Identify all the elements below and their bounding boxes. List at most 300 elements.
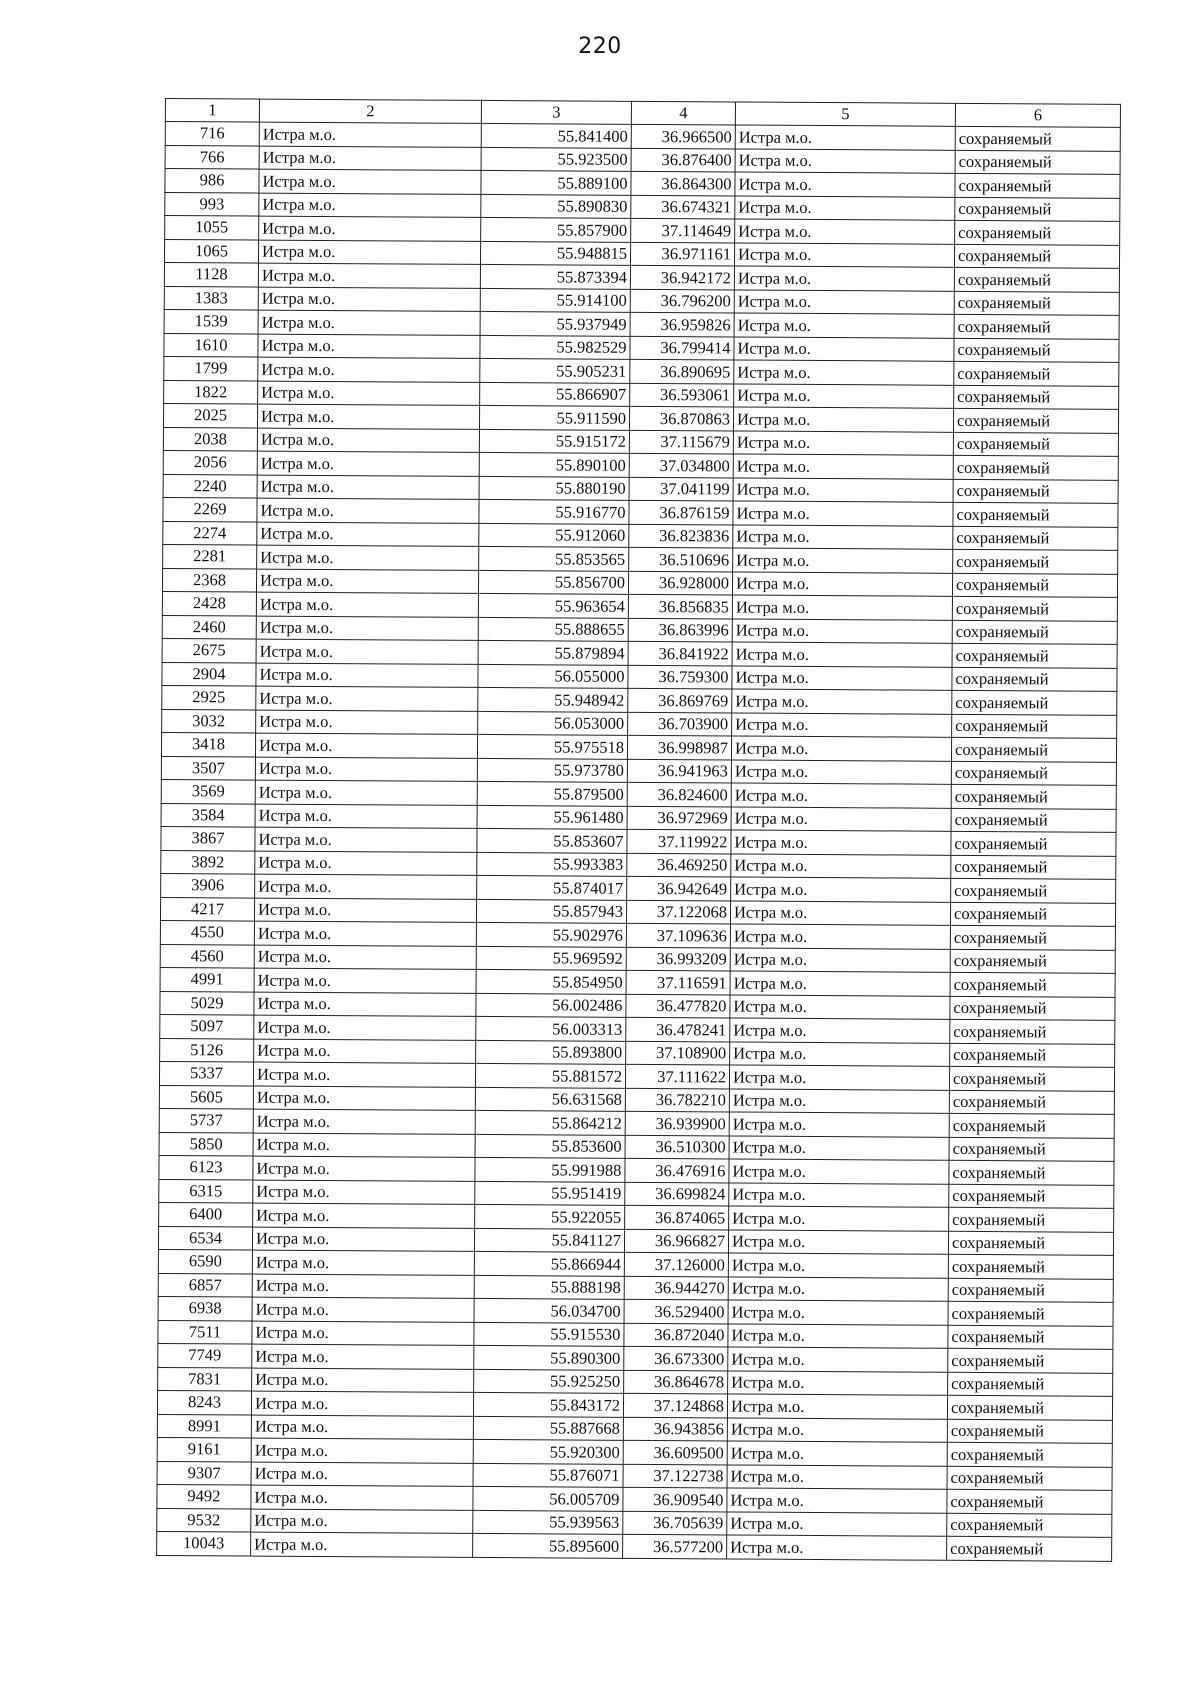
latitude-cell: 55.853600 — [475, 1134, 625, 1158]
latitude-cell: 55.937949 — [480, 311, 630, 335]
district-cell: Истра м.о. — [258, 263, 480, 288]
district-2-cell: Истра м.о. — [734, 383, 954, 408]
longitude-cell: 36.510300 — [625, 1135, 729, 1159]
status-cell: сохраняемый — [953, 526, 1118, 551]
district-2-cell: Истра м.о. — [730, 947, 950, 972]
longitude-cell: 37.119922 — [627, 829, 731, 853]
longitude-cell: 36.966500 — [631, 124, 735, 148]
longitude-cell: 36.943856 — [623, 1417, 727, 1441]
district-cell: Истра м.о. — [253, 1203, 475, 1228]
latitude-cell: 55.888655 — [478, 617, 628, 641]
district-2-cell: Истра м.о. — [733, 477, 953, 502]
latitude-cell: 56.005709 — [473, 1486, 623, 1510]
status-cell: сохраняемый — [947, 1419, 1112, 1444]
longitude-cell: 36.959826 — [630, 312, 734, 336]
district-cell: Истра м.о. — [253, 1156, 475, 1181]
status-cell: сохраняемый — [949, 1184, 1114, 1209]
status-cell: сохраняемый — [950, 902, 1115, 927]
district-2-cell: Истра м.о. — [727, 1464, 947, 1489]
district-2-cell: Истра м.о. — [727, 1535, 947, 1560]
status-cell: сохраняемый — [951, 831, 1116, 856]
object-number-cell: 3507 — [161, 756, 255, 780]
latitude-cell: 56.002486 — [476, 993, 626, 1017]
longitude-cell: 36.469250 — [627, 853, 731, 877]
district-cell: Истра м.о. — [251, 1462, 473, 1487]
longitude-cell: 36.782210 — [625, 1088, 729, 1112]
district-cell: Истра м.о. — [253, 1133, 475, 1158]
latitude-cell: 55.866944 — [474, 1251, 624, 1275]
object-number-cell: 6857 — [158, 1273, 252, 1297]
column-header: 5 — [735, 102, 955, 126]
longitude-cell: 37.041199 — [629, 477, 733, 501]
status-cell: сохраняемый — [952, 667, 1117, 692]
object-number-cell: 1610 — [164, 333, 258, 357]
object-number-cell: 3867 — [161, 826, 255, 850]
status-cell: сохраняемый — [952, 620, 1117, 645]
district-2-cell: Истра м.о. — [727, 1441, 947, 1466]
district-cell: Истра м.о. — [254, 1015, 476, 1040]
latitude-cell: 55.879500 — [477, 781, 627, 805]
longitude-cell: 36.876159 — [629, 500, 733, 524]
latitude-cell: 55.939563 — [473, 1510, 623, 1534]
latitude-cell: 55.993383 — [477, 852, 627, 876]
longitude-cell: 36.998987 — [627, 735, 731, 759]
district-2-cell: Истра м.о. — [735, 195, 955, 220]
longitude-cell: 36.799414 — [630, 336, 734, 360]
longitude-cell: 36.909540 — [623, 1487, 727, 1511]
district-2-cell: Истра м.о. — [727, 1417, 947, 1442]
district-cell: Истра м.о. — [253, 1062, 475, 1087]
object-number-cell: 2460 — [162, 615, 256, 639]
status-cell: сохраняемый — [955, 173, 1120, 198]
longitude-cell: 36.674321 — [631, 195, 735, 219]
longitude-cell: 36.529400 — [624, 1299, 728, 1323]
district-2-cell: Истра м.о. — [731, 759, 951, 784]
latitude-cell: 55.890100 — [479, 452, 629, 476]
district-2-cell: Истра м.о. — [732, 571, 952, 596]
status-cell: сохраняемый — [947, 1442, 1112, 1467]
object-number-cell: 9307 — [157, 1461, 251, 1485]
district-cell: Истра м.о. — [254, 992, 476, 1017]
status-cell: сохраняемый — [952, 714, 1117, 739]
district-cell: Истра м.о. — [257, 451, 479, 476]
latitude-cell: 55.951419 — [475, 1181, 625, 1205]
district-cell: Истра м.о. — [257, 522, 479, 547]
latitude-cell: 55.991988 — [475, 1157, 625, 1181]
latitude-cell: 55.915172 — [479, 429, 629, 453]
district-2-cell: Истра м.о. — [734, 336, 954, 361]
longitude-cell: 36.699824 — [625, 1182, 729, 1206]
district-cell: Истра м.о. — [257, 404, 479, 429]
district-2-cell: Истра м.о. — [728, 1253, 948, 1278]
object-number-cell: 716 — [165, 122, 259, 146]
object-number-cell: 766 — [165, 145, 259, 169]
status-cell: сохраняемый — [955, 150, 1120, 175]
latitude-cell: 55.864212 — [475, 1110, 625, 1134]
district-cell: Истра м.о. — [257, 498, 479, 523]
latitude-cell: 56.053000 — [478, 711, 628, 735]
district-cell: Истра м.о. — [255, 874, 477, 899]
longitude-cell: 36.966827 — [624, 1229, 728, 1253]
district-2-cell: Истра м.о. — [734, 266, 954, 291]
district-cell: Истра м.о. — [255, 804, 477, 829]
object-number-cell: 7749 — [158, 1343, 252, 1367]
latitude-cell: 55.948815 — [480, 241, 630, 265]
district-2-cell: Истра м.о. — [735, 219, 955, 244]
longitude-cell: 37.122738 — [623, 1464, 727, 1488]
status-cell: сохраняемый — [948, 1231, 1113, 1256]
longitude-cell: 36.824600 — [627, 782, 731, 806]
latitude-cell: 55.866907 — [480, 382, 630, 406]
status-cell: сохраняемый — [954, 244, 1119, 269]
district-cell: Истра м.о. — [255, 827, 477, 852]
longitude-cell: 37.124868 — [623, 1393, 727, 1417]
longitude-cell: 36.841922 — [628, 641, 732, 665]
status-cell: сохраняемый — [950, 1043, 1115, 1068]
district-2-cell: Истра м.о. — [730, 1018, 950, 1043]
district-2-cell: Истра м.о. — [732, 642, 952, 667]
status-cell: сохраняемый — [951, 878, 1116, 903]
object-number-cell: 7511 — [158, 1320, 252, 1344]
district-2-cell: Истра м.о. — [734, 242, 954, 267]
longitude-cell: 36.944270 — [624, 1276, 728, 1300]
status-cell: сохраняемый — [948, 1278, 1113, 1303]
status-cell: сохраняемый — [951, 737, 1116, 762]
latitude-cell: 55.879894 — [478, 640, 628, 664]
latitude-cell: 55.969592 — [476, 946, 626, 970]
district-2-cell: Истра м.о. — [728, 1300, 948, 1325]
latitude-cell: 56.055000 — [478, 664, 628, 688]
object-number-cell: 2675 — [162, 638, 256, 662]
longitude-cell: 36.872040 — [624, 1323, 728, 1347]
longitude-cell: 36.993209 — [626, 947, 730, 971]
object-number-cell: 3892 — [161, 850, 255, 874]
latitude-cell: 55.922055 — [475, 1204, 625, 1228]
district-cell: Истра м.о. — [258, 240, 480, 265]
longitude-cell: 36.476916 — [625, 1158, 729, 1182]
object-number-cell: 4560 — [160, 944, 254, 968]
district-2-cell: Истра м.о. — [732, 689, 952, 714]
district-cell: Истра м.о. — [255, 780, 477, 805]
latitude-cell: 55.982529 — [480, 335, 630, 359]
district-2-cell: Истра м.о. — [735, 125, 955, 150]
status-cell: сохраняемый — [949, 1160, 1114, 1185]
object-number-cell: 3906 — [161, 873, 255, 897]
district-2-cell: Истра м.о. — [731, 877, 951, 902]
latitude-cell: 55.853565 — [479, 546, 629, 570]
status-cell: сохраняемый — [953, 432, 1118, 457]
object-number-cell: 8991 — [157, 1414, 251, 1438]
object-number-cell: 1065 — [164, 239, 258, 263]
latitude-cell: 55.902976 — [476, 922, 626, 946]
latitude-cell: 55.890830 — [481, 194, 631, 218]
status-cell: сохраняемый — [954, 338, 1119, 363]
district-cell: Истра м.о. — [257, 475, 479, 500]
object-number-cell: 3418 — [161, 732, 255, 756]
district-2-cell: Истра м.о. — [727, 1488, 947, 1513]
latitude-cell: 55.856700 — [478, 570, 628, 594]
object-number-cell: 2368 — [162, 568, 256, 592]
latitude-cell: 55.961480 — [477, 805, 627, 829]
status-cell: сохраняемый — [954, 291, 1119, 316]
district-cell: Истра м.о. — [256, 616, 478, 641]
district-2-cell: Истра м.о. — [731, 783, 951, 808]
district-cell: Истра м.о. — [259, 146, 481, 171]
district-cell: Истра м.о. — [258, 287, 480, 312]
district-cell: Истра м.о. — [252, 1344, 474, 1369]
district-cell: Истра м.о. — [252, 1250, 474, 1275]
district-2-cell: Истра м.о. — [727, 1511, 947, 1536]
district-2-cell: Истра м.о. — [729, 1088, 949, 1113]
object-number-cell: 9532 — [157, 1508, 251, 1532]
latitude-cell: 55.905231 — [480, 358, 630, 382]
latitude-cell: 56.003313 — [476, 1016, 626, 1040]
object-number-cell: 6315 — [159, 1179, 253, 1203]
object-number-cell: 1128 — [164, 263, 258, 287]
status-cell: сохраняемый — [949, 1113, 1114, 1138]
status-cell: сохраняемый — [949, 1090, 1114, 1115]
longitude-cell: 36.876400 — [631, 148, 735, 172]
object-number-cell: 1799 — [164, 356, 258, 380]
status-cell: сохраняемый — [948, 1372, 1113, 1397]
longitude-cell: 36.703900 — [628, 712, 732, 736]
district-2-cell: Истра м.о. — [730, 900, 950, 925]
object-number-cell: 4217 — [160, 897, 254, 921]
district-2-cell: Истра м.о. — [733, 430, 953, 455]
status-cell: сохраняемый — [950, 949, 1115, 974]
district-cell: Истра м.о. — [254, 921, 476, 946]
longitude-cell: 36.863996 — [628, 618, 732, 642]
status-cell: сохраняемый — [948, 1325, 1113, 1350]
object-number-cell: 2925 — [162, 685, 256, 709]
district-cell: Истра м.о. — [258, 334, 480, 359]
district-2-cell: Истра м.о. — [733, 524, 953, 549]
longitude-cell: 36.609500 — [623, 1440, 727, 1464]
district-2-cell: Истра м.о. — [728, 1229, 948, 1254]
longitude-cell: 37.114649 — [631, 218, 735, 242]
latitude-cell: 55.975518 — [477, 734, 627, 758]
longitude-cell: 36.705639 — [623, 1511, 727, 1535]
district-cell: Истра м.о. — [253, 1086, 475, 1111]
district-cell: Истра м.о. — [256, 663, 478, 688]
latitude-cell: 55.876071 — [473, 1463, 623, 1487]
object-number-cell: 10043 — [157, 1531, 251, 1555]
latitude-cell: 55.841400 — [481, 123, 631, 147]
district-2-cell: Истра м.о. — [731, 806, 951, 831]
latitude-cell: 56.631568 — [475, 1087, 625, 1111]
longitude-cell: 37.116591 — [626, 970, 730, 994]
status-cell: сохраняемый — [950, 996, 1115, 1021]
status-cell: сохраняемый — [947, 1395, 1112, 1420]
status-cell: сохраняемый — [947, 1536, 1112, 1561]
longitude-cell: 37.126000 — [624, 1252, 728, 1276]
status-cell: сохраняемый — [949, 1207, 1114, 1232]
district-cell: Истра м.о. — [251, 1532, 473, 1557]
latitude-cell: 55.888198 — [474, 1275, 624, 1299]
district-cell: Истра м.о. — [258, 357, 480, 382]
page-number: 220 — [578, 34, 622, 59]
object-number-cell: 3569 — [161, 779, 255, 803]
district-cell: Истра м.о. — [254, 968, 476, 993]
district-cell: Истра м.о. — [252, 1274, 474, 1299]
district-cell: Истра м.о. — [254, 898, 476, 923]
status-cell: сохраняемый — [947, 1513, 1112, 1538]
longitude-cell: 37.115679 — [629, 430, 733, 454]
longitude-cell: 36.478241 — [626, 1017, 730, 1041]
data-table — [156, 98, 1121, 1561]
column-header: 2 — [259, 99, 481, 123]
longitude-cell: 36.477820 — [626, 994, 730, 1018]
object-number-cell: 2240 — [163, 474, 257, 498]
district-cell: Истра м.о. — [259, 169, 481, 194]
status-cell: сохраняемый — [951, 855, 1116, 880]
district-cell: Истра м.о. — [257, 545, 479, 570]
latitude-cell: 55.890300 — [474, 1345, 624, 1369]
column-header: 4 — [631, 101, 735, 125]
longitude-cell: 36.869769 — [628, 688, 732, 712]
district-cell: Истра м.о. — [251, 1509, 473, 1534]
latitude-cell: 55.916770 — [479, 499, 629, 523]
status-cell: сохраняемый — [955, 220, 1120, 245]
longitude-cell: 37.109636 — [626, 923, 730, 947]
district-2-cell: Истра м.о. — [728, 1323, 948, 1348]
status-cell: сохраняемый — [947, 1489, 1112, 1514]
district-cell: Истра м.о. — [259, 122, 481, 147]
longitude-cell: 36.939900 — [625, 1111, 729, 1135]
object-number-cell: 5029 — [160, 991, 254, 1015]
district-2-cell: Истра м.о. — [734, 360, 954, 385]
district-2-cell: Истра м.о. — [731, 853, 951, 878]
status-cell: сохраняемый — [955, 197, 1120, 222]
longitude-cell: 36.673300 — [624, 1346, 728, 1370]
longitude-cell: 36.972969 — [627, 806, 731, 830]
district-2-cell: Истра м.о. — [730, 1041, 950, 1066]
object-number-cell: 5097 — [160, 1014, 254, 1038]
latitude-cell: 55.843172 — [473, 1392, 623, 1416]
district-cell: Истра м.о. — [255, 757, 477, 782]
status-cell: сохраняемый — [952, 573, 1117, 598]
longitude-cell: 36.864300 — [631, 171, 735, 195]
longitude-cell: 36.971161 — [630, 242, 734, 266]
longitude-cell: 36.823836 — [629, 524, 733, 548]
latitude-cell: 55.920300 — [473, 1439, 623, 1463]
object-number-cell: 5126 — [160, 1038, 254, 1062]
object-number-cell: 6123 — [159, 1155, 253, 1179]
status-cell: сохраняемый — [953, 455, 1118, 480]
longitude-cell: 36.928000 — [628, 571, 732, 595]
object-number-cell: 2025 — [163, 403, 257, 427]
district-cell: Истра м.о. — [254, 945, 476, 970]
status-cell: сохраняемый — [953, 408, 1118, 433]
district-2-cell: Истра м.о. — [729, 1135, 949, 1160]
object-number-cell: 6400 — [159, 1202, 253, 1226]
status-cell: сохраняемый — [950, 972, 1115, 997]
district-2-cell: Истра м.о. — [735, 172, 955, 197]
status-cell: сохраняемый — [954, 267, 1119, 292]
status-cell: сохраняемый — [952, 643, 1117, 668]
district-cell: Истра м.о. — [257, 428, 479, 453]
object-number-cell: 993 — [165, 192, 259, 216]
district-cell: Истра м.о. — [251, 1391, 473, 1416]
status-cell: сохраняемый — [954, 361, 1119, 386]
latitude-cell: 55.923500 — [481, 147, 631, 171]
object-number-cell: 8243 — [157, 1390, 251, 1414]
longitude-cell: 36.593061 — [630, 383, 734, 407]
district-2-cell: Истра м.о. — [732, 618, 952, 643]
status-cell: сохраняемый — [948, 1301, 1113, 1326]
object-number-cell: 2281 — [163, 544, 257, 568]
district-cell: Истра м.о. — [256, 569, 478, 594]
object-number-cell: 3584 — [161, 803, 255, 827]
status-cell: сохраняемый — [954, 385, 1119, 410]
longitude-cell: 37.122068 — [626, 900, 730, 924]
object-number-cell: 986 — [165, 169, 259, 193]
district-2-cell: Истра м.о. — [732, 665, 952, 690]
longitude-cell: 37.034800 — [629, 453, 733, 477]
district-2-cell: Истра м.о. — [733, 501, 953, 526]
district-cell: Истра м.о. — [255, 733, 477, 758]
district-2-cell: Истра м.о. — [730, 971, 950, 996]
district-cell: Истра м.о. — [259, 216, 481, 241]
district-2-cell: Истра м.о. — [727, 1394, 947, 1419]
object-number-cell: 7831 — [158, 1367, 252, 1391]
latitude-cell: 55.895600 — [473, 1533, 623, 1557]
district-cell: Истра м.о. — [256, 592, 478, 617]
longitude-cell: 36.941963 — [627, 759, 731, 783]
status-cell: сохраняемый — [947, 1466, 1112, 1491]
column-header: 6 — [955, 103, 1120, 127]
object-number-cell: 5337 — [159, 1061, 253, 1085]
district-2-cell: Истра м.о. — [732, 712, 952, 737]
latitude-cell: 55.841127 — [474, 1228, 624, 1252]
longitude-cell: 37.111622 — [625, 1064, 729, 1088]
status-cell: сохраняемый — [955, 126, 1120, 151]
latitude-cell: 55.912060 — [479, 523, 629, 547]
status-cell: сохраняемый — [952, 690, 1117, 715]
status-cell: сохраняемый — [949, 1137, 1114, 1162]
latitude-cell: 55.973780 — [477, 758, 627, 782]
longitude-cell: 36.942649 — [627, 876, 731, 900]
district-cell: Истра м.о. — [251, 1415, 473, 1440]
district-2-cell: Истра м.о. — [729, 1112, 949, 1137]
district-cell: Истра м.о. — [251, 1438, 473, 1463]
latitude-cell: 56.034700 — [474, 1298, 624, 1322]
district-2-cell: Истра м.о. — [734, 313, 954, 338]
district-2-cell: Истра м.о. — [730, 994, 950, 1019]
latitude-cell: 55.914100 — [480, 288, 630, 312]
object-number-cell: 6534 — [158, 1226, 252, 1250]
longitude-cell: 36.856835 — [628, 594, 732, 618]
latitude-cell: 55.853607 — [477, 828, 627, 852]
object-number-cell: 1539 — [164, 309, 258, 333]
column-header: 3 — [481, 100, 631, 124]
object-number-cell: 2269 — [163, 497, 257, 521]
object-number-cell: 9161 — [157, 1437, 251, 1461]
latitude-cell: 55.887668 — [473, 1416, 623, 1440]
latitude-cell: 55.948942 — [478, 687, 628, 711]
longitude-cell: 36.874065 — [625, 1205, 729, 1229]
district-2-cell: Истра м.о. — [729, 1065, 949, 1090]
status-cell: сохраняемый — [954, 314, 1119, 339]
district-cell: Истра м.о. — [256, 710, 478, 735]
district-2-cell: Истра м.о. — [735, 148, 955, 173]
latitude-cell: 55.857943 — [476, 899, 626, 923]
latitude-cell: 55.889100 — [481, 170, 631, 194]
latitude-cell: 55.857900 — [481, 217, 631, 241]
district-2-cell: Истра м.о. — [729, 1182, 949, 1207]
district-cell: Истра м.о. — [258, 310, 480, 335]
latitude-cell: 55.880190 — [479, 476, 629, 500]
